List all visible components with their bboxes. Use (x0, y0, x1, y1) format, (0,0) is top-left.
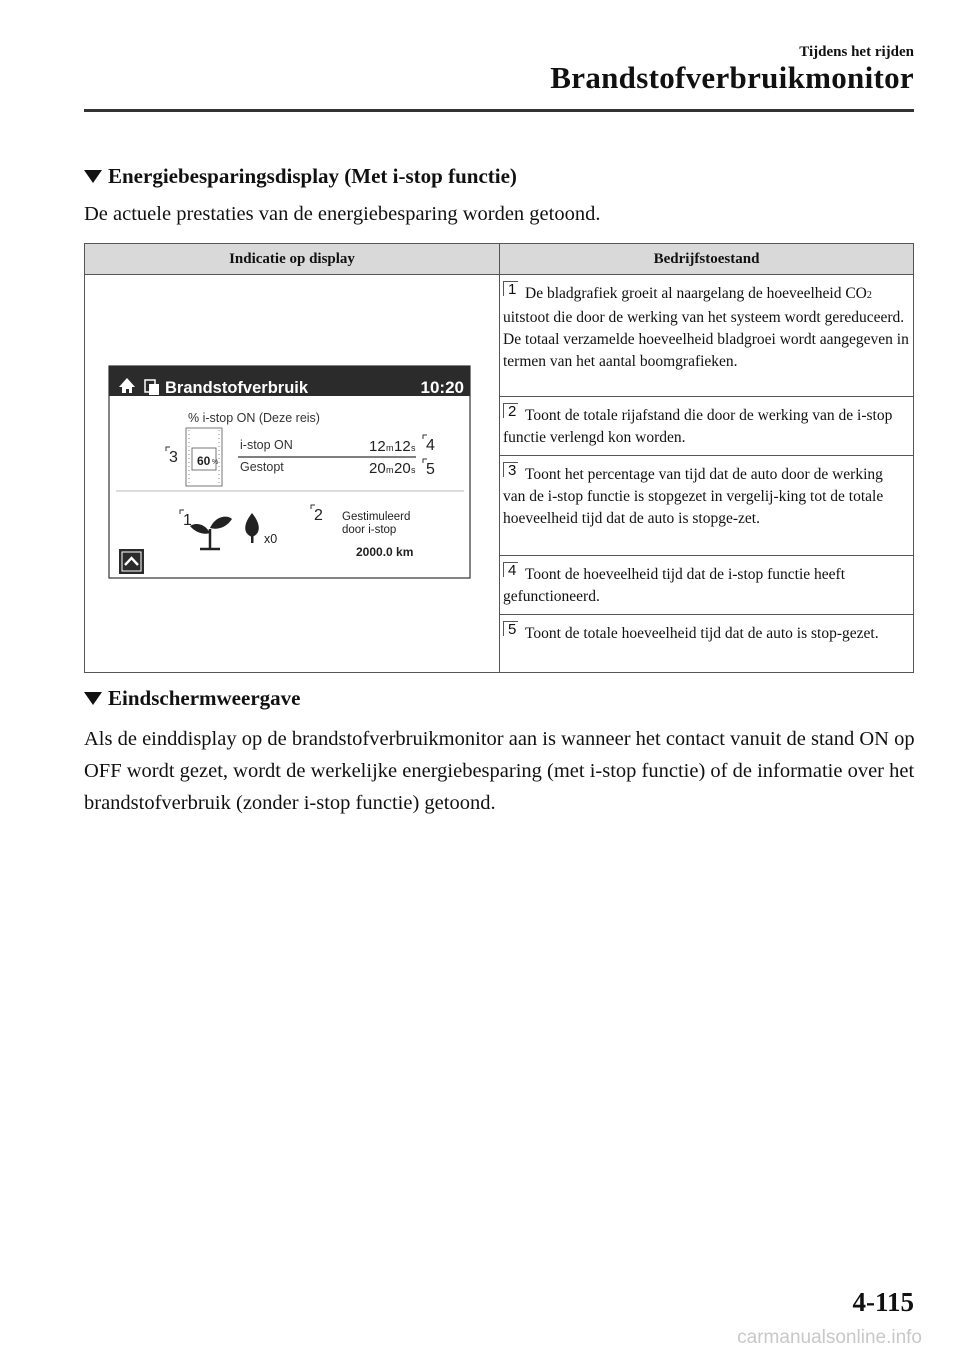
svg-text:s: s (411, 442, 416, 453)
end-screen-paragraph: Als de einddisplay op de brandstofverbruikmonitor aan is wanneer het contact vanuit de stand ON op OFF wordt gezet, wordt de werkelijke energiebesparing (met i-stop functie) of de informatie over het brandstofverbruik (zonder i-stop functie) getoond. (84, 728, 915, 814)
istop-on-label: i-stop ON (240, 437, 293, 452)
simulated-distance: 2000.0 km (356, 544, 414, 559)
svg-text:4: 4 (426, 436, 435, 454)
intro-paragraph: De actuele prestaties van de energiebesparing worden getoond. (84, 203, 601, 225)
desc-text: Toont het percentage van tijd dat de auto door de werking van de i-stop functie is stopgezet in vergelij-king tot de totale hoeveelheid tijd dat de auto is stopge-zet. (503, 466, 884, 527)
svg-text:12: 12 (394, 437, 411, 455)
desc-row-3 (500, 456, 914, 556)
simulated-line1: Gestimuleerd (342, 510, 411, 523)
percent-unit: % (212, 458, 219, 466)
svg-text:5: 5 (426, 460, 435, 478)
marker-3: 3 (503, 462, 521, 480)
subscript: 2 (866, 290, 872, 301)
heading-text: Energiebesparingsdisplay (Met i-stop functie) (108, 164, 517, 188)
desc-row-2 (500, 397, 914, 456)
marker-5: 5 (503, 621, 521, 639)
desc-row-4 (500, 556, 914, 615)
watermark: carmanualsonline.info (737, 1327, 922, 1348)
heading-text: Eindschermweergave (108, 686, 301, 710)
page-title: Brandstofverbruikmonitor (550, 60, 914, 95)
istop-percent-gauge (186, 428, 222, 486)
triangle-bullet-icon (84, 170, 102, 183)
header-rule (84, 109, 914, 112)
svg-text:s: s (411, 464, 416, 475)
svg-text:1: 1 (183, 511, 192, 529)
svg-text:m: m (386, 442, 394, 453)
marker-1: 1 (503, 281, 521, 299)
screen-time: 10:20 (420, 377, 464, 397)
svg-text:20: 20 (394, 459, 411, 477)
desc-text: Toont de totale rijafstand die door de werking van de i-stop functie verlengd kon worden. (503, 407, 893, 446)
desc-text: Toont de totale hoeveelheid tijd dat de auto is stop-gezet. (525, 625, 879, 642)
screen-subtitle: % i-stop ON (Deze reis) (188, 410, 320, 425)
marker-2: 2 (503, 403, 521, 421)
svg-text:2: 2 (314, 506, 323, 524)
svg-text:m: m (386, 464, 394, 475)
section-label: Tijdens het rijden (799, 44, 914, 60)
svg-text:12: 12 (369, 437, 386, 455)
svg-text:3: 3 (169, 448, 178, 466)
screen-title: Brandstofverbruik (165, 378, 309, 397)
percent-value: 60 (197, 453, 211, 468)
tree-count: x0 (264, 531, 278, 546)
section-heading-energy (84, 164, 517, 189)
marker-4: 4 (503, 562, 521, 580)
page-number: 4-115 (852, 1287, 914, 1317)
section-heading-end-screen (84, 686, 300, 711)
desc-text: uitstoot die door de werking van het systeem wordt gereduceerd. De totaal verzamelde hoeveelheid bladgroei wordt aangegeven in termen van het aantal boomgrafieken. (503, 309, 909, 370)
desc-text: De bladgrafiek groeit al naargelang de hoeveelheid CO (525, 285, 867, 302)
desc-row-5 (500, 615, 914, 673)
desc-row-1 (500, 275, 914, 397)
simulated-line2: door i-stop (342, 523, 397, 536)
indication-table (84, 243, 914, 673)
display-cell (85, 275, 500, 673)
stopped-label: Gestopt (240, 459, 284, 474)
desc-text: Toont de hoeveelheid tijd dat de i-stop functie heeft gefunctioneerd. (503, 566, 846, 605)
triangle-bullet-icon (84, 692, 102, 705)
col-header-indication: Indicatie op display (85, 244, 500, 275)
col-header-state: Bedrijfstoestand (500, 244, 914, 275)
up-arrow-button[interactable] (119, 549, 144, 574)
display-screen (86, 277, 498, 671)
svg-text:20: 20 (369, 459, 386, 477)
